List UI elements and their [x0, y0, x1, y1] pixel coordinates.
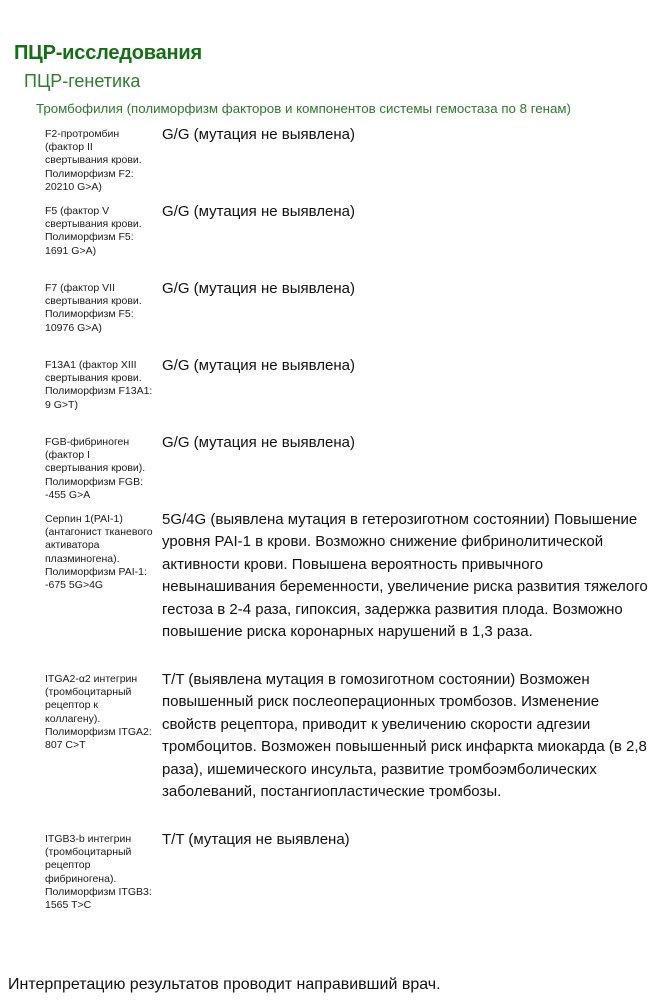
table-row	[0, 201, 657, 278]
table-row	[0, 278, 657, 355]
gene-label: F7 (фактор VII свертывания крови. Полиморфизм F5: 10976 G>A)	[45, 282, 142, 334]
interpretation-note: Интерпретацию результатов проводит направивший врач.	[8, 976, 441, 993]
table-row	[0, 355, 657, 432]
gene-label: FGB-фибриноген (фактор I свертывания крови). Полиморфизм FGB: -455 G>A	[45, 436, 146, 501]
gene-label: ITGB3-b интегрин (тромбоцитарный рецептор фибриногена). Полиморфизм ITGB3: 1565 T>C	[45, 833, 152, 912]
gene-label: F2-протромбин (фактор II свертывания крови. Полиморфизм F2: 20210 G>A)	[45, 128, 142, 193]
gene-result: T/T (мутация не выявлена)	[162, 831, 350, 848]
page-title: ПЦР-исследования	[14, 42, 203, 64]
gene-result: G/G (мутация не выявлена)	[162, 203, 355, 220]
gene-result: T/T (выявлена мутация в гомозиготном состоянии) Возможен повышенный риск послеоперационных тромбозов. Изменение свойств рецептора, приводит к увеличению скорости адгезии тромбоцитов. Возможен повышенный риск инфаркта миокарда (в 2,8 раза), ишемического инсульта, развитие тромбоэмболических заболеваний, постангиопластические тромбозы.	[162, 671, 647, 801]
section-subtitle: ПЦР-генетика	[24, 71, 141, 91]
table-row	[0, 124, 657, 201]
table-row	[0, 669, 657, 829]
panel-title-thrombophilia: Тромбофилия (полиморфизм факторов и компонентов системы гемостаза по 8 генам)	[36, 101, 571, 116]
gene-label: F5 (фактор V свертывания крови. Полиморфизм F5: 1691 G>A)	[45, 205, 142, 257]
table-row	[0, 432, 657, 509]
table-row	[0, 829, 657, 929]
gene-label: F13A1 (фактор XIII свертывания крови. Полиморфизм F13A1: 9 G>T)	[45, 359, 153, 411]
gene-result: G/G (мутация не выявлена)	[162, 357, 355, 374]
gene-result: G/G (мутация не выявлена)	[162, 280, 355, 297]
gene-result: 5G/4G (выявлена мутация в гетерозиготном состоянии) Повышение уровня PAI-1 в крови. Возможно снижение фибринолитической активности крови. Повышена вероятность привычного невынашивания беременности, увеличение риска развития тяжелого гестоза в 2-4 раза, гипоксия, задержка развития плода. Возможно повышение риска коронарных нарушений в 1,3 раза.	[162, 511, 648, 641]
gene-result: G/G (мутация не выявлена)	[162, 434, 355, 451]
gene-label: Серпин 1(PAI-1) (антагонист тканевого активатора плазминогена). Полиморфизм PAI-1: -675 5G>4G	[45, 513, 153, 592]
gene-result: G/G (мутация не выявлена)	[162, 126, 355, 143]
results-table	[0, 124, 657, 929]
table-row	[0, 509, 657, 669]
gene-label: ITGA2-α2 интегрин (тромбоцитарный рецептор к коллагену). Полиморфизм ITGA2: 807 C>T	[45, 673, 152, 752]
